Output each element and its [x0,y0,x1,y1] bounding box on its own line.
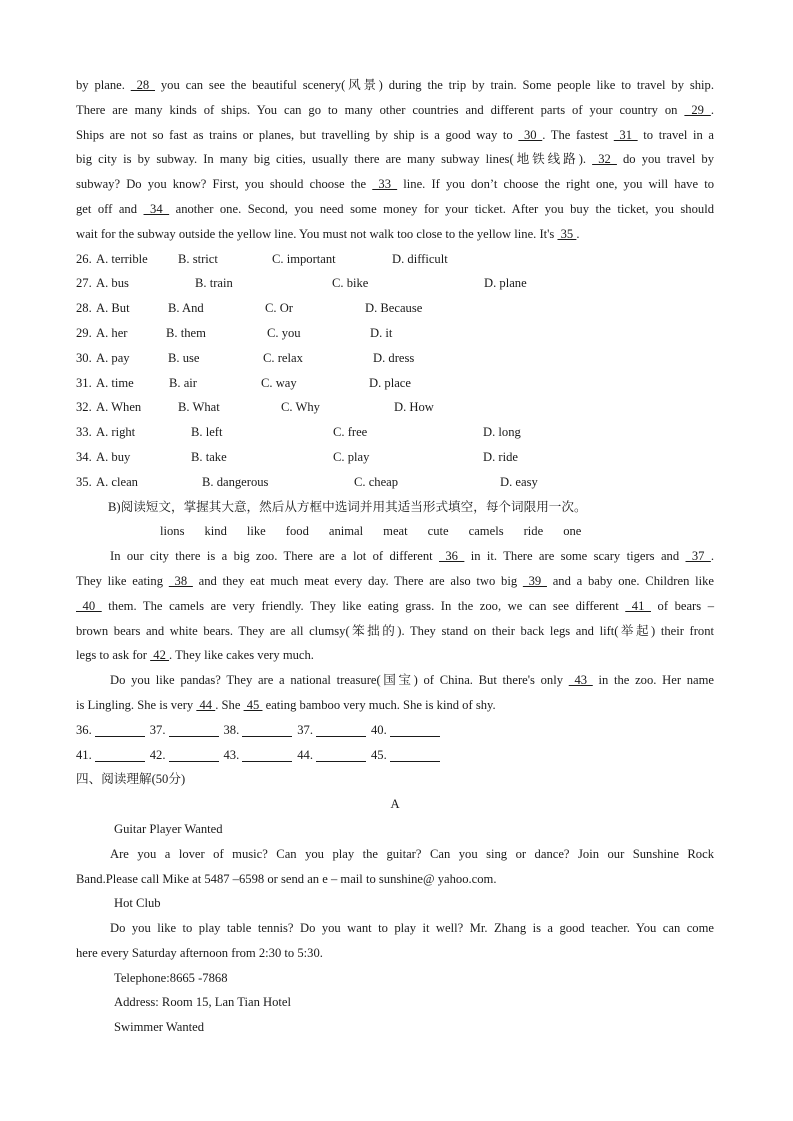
passage-line: get off and 34 another one. Second, you need some money for your ticket. After you buy the ticket, you should [76,201,714,216]
ad-title-guitar: Guitar Player Wanted [114,821,223,836]
answer-blank[interactable] [390,747,440,762]
blank-number: 35 [557,226,577,241]
passage-line: by plane. 28 you can see the beautiful scenery(风景) during the trip by train. Some people like to travel by ship. [76,78,714,92]
answer-blank[interactable] [390,722,440,737]
choice-row: 32. A. When B. What C. Why D. How [76,400,434,415]
ad-title-swimmer: Swimmer Wanted [114,1020,205,1035]
blank-number: 36 [439,549,465,564]
choice-row: 28. A. But B. And C. Or D. Because [76,301,423,316]
ad-telephone: Telephone:8665 -7868 [114,970,228,985]
word-bank-item: like [246,524,266,539]
choice-row: 35. A. clean B. dangerous C. cheap D. easy [76,474,538,489]
section-heading: 四、阅读理解(50分) [76,772,186,787]
blank-number: 37 [685,549,711,564]
passage-line: They like eating 38 and they eat much meat every day. There are also two big 39 and a baby one. Children like [76,573,715,588]
blank-number: 39 [522,573,547,588]
word-bank-item: food [285,524,309,539]
word-bank [76,519,714,544]
ad-text-line: Band.Please call Mike at 5487 –6598 or send an e – mail to sunshine@ yahoo.com. [76,871,497,886]
word-bank-item: kind [204,524,227,539]
passage-line: big city is by subway. In many big cities, usually there are many subway lines(地铁线路). 32 do you travel by [76,152,715,167]
word-bank-item: lions [160,524,185,539]
blank-number: 41 [625,598,651,613]
document-page [76,73,714,1040]
blank-number: 44 [196,697,216,712]
answer-row: 36. 37. 38. 37. 40. [76,718,714,743]
blank-number: 30 [518,127,543,142]
answer-blank[interactable] [316,722,366,737]
passage-zoo [76,544,714,718]
choice-list [76,247,714,495]
passage-line: brown bears and white bears. They are all clumsy(笨拙的). They stand on their back legs and lift(举起) their front [76,623,714,638]
word-bank-item: one [563,524,582,539]
blank-number: 29 [684,102,711,117]
word-bank-item: cute [427,524,449,539]
blank-number: 31 [613,127,638,142]
choice-row: 34. A. buy B. take C. play D. ride [76,449,518,464]
blank-number: 34 [143,201,170,216]
answer-blank[interactable] [169,747,219,762]
ad-address: Address: Room 15, Lan Tian Hotel [114,995,292,1010]
part-label: A [390,797,400,812]
passage-line: subway? Do you know? First, you should choose the 33 line. If you don’t choose the right one, you will have to [76,177,714,192]
word-bank-item: meat [383,524,408,539]
passage-line: is Lingling. She is very 44 . She 45 eating bamboo very much. She is kind of shy. [76,697,496,712]
choice-row: 33. A. right B. left C. free D. long [76,425,521,440]
passage-line: 40 them. The camels are very friendly. They like eating grass. In the zoo, we can see different 41 of bears – [76,598,714,613]
choice-row: 29. A. her B. them C. you D. it [76,325,393,340]
choice-row: 30. A. pay B. use C. relax D. dress [76,350,415,365]
answer-blank[interactable] [242,747,292,762]
answer-blank[interactable] [242,722,292,737]
ad-title-club: Hot Club [114,896,161,911]
passage-line: wait for the subway outside the yellow line. You must not walk too close to the yellow line. It's 35 . [76,226,580,241]
blank-number: 40 [76,598,102,613]
passage-line: Do you like pandas? They are a national treasure(国宝) of China. But there's only 43 in the zoo. Her name [110,673,715,688]
ad-text-line: Are you a lover of music? Can you play the guitar? Can you sing or dance? Join our Sunshine Rock [110,846,714,861]
answer-blank[interactable] [169,722,219,737]
passage-line: In our city there is a big zoo. There are a lot of different 36 in it. There are some scary tigers and 37 . [110,549,714,564]
word-bank-item: animal [328,524,364,539]
choice-row: 27. A. bus B. train C. bike D. plane [76,276,527,291]
blank-number: 32 [592,152,617,167]
section-b-instruction: B)阅读短文，掌握其大意，然后从方框中选词并用其适当形式填空，每个词限用一次。 [108,499,587,514]
passage-line: legs to ask for 42 . They like cakes very much. [76,648,314,663]
ad-text-line: here every Saturday afternoon from 2:30 to 5:30. [76,945,323,960]
blank-number: 45 [243,697,263,712]
answer-blank[interactable] [95,722,145,737]
answer-row: 41. 42. 43. 44. 45. [76,743,714,768]
blank-number: 42 [150,648,170,663]
answer-blank[interactable] [95,747,145,762]
blank-number: 43 [568,673,593,688]
word-bank-item: ride [523,524,544,539]
passage-line: There are many kinds of ships. You can go to many other countries and different parts of your country on 29 . [76,102,714,117]
answer-blank[interactable] [316,747,366,762]
passage-line: Ships are not so fast as trains or planes, but travelling by ship is a good way to 30 . The fastest 31 to travel in a [76,127,715,142]
passage-cloze [76,73,714,247]
blank-number: 38 [168,573,193,588]
choice-row: 26. A. terrible B. strict C. important D. difficult [76,251,448,266]
choice-row: 31. A. time B. air C. way D. place [76,375,411,390]
blank-number: 33 [372,177,398,192]
blank-number: 28 [130,78,156,92]
ad-text-line: Do you like to play table tennis? Do you want to play it well? Mr. Zhang is a good teacher. You can come [110,921,714,936]
word-bank-item: camels [468,524,504,539]
